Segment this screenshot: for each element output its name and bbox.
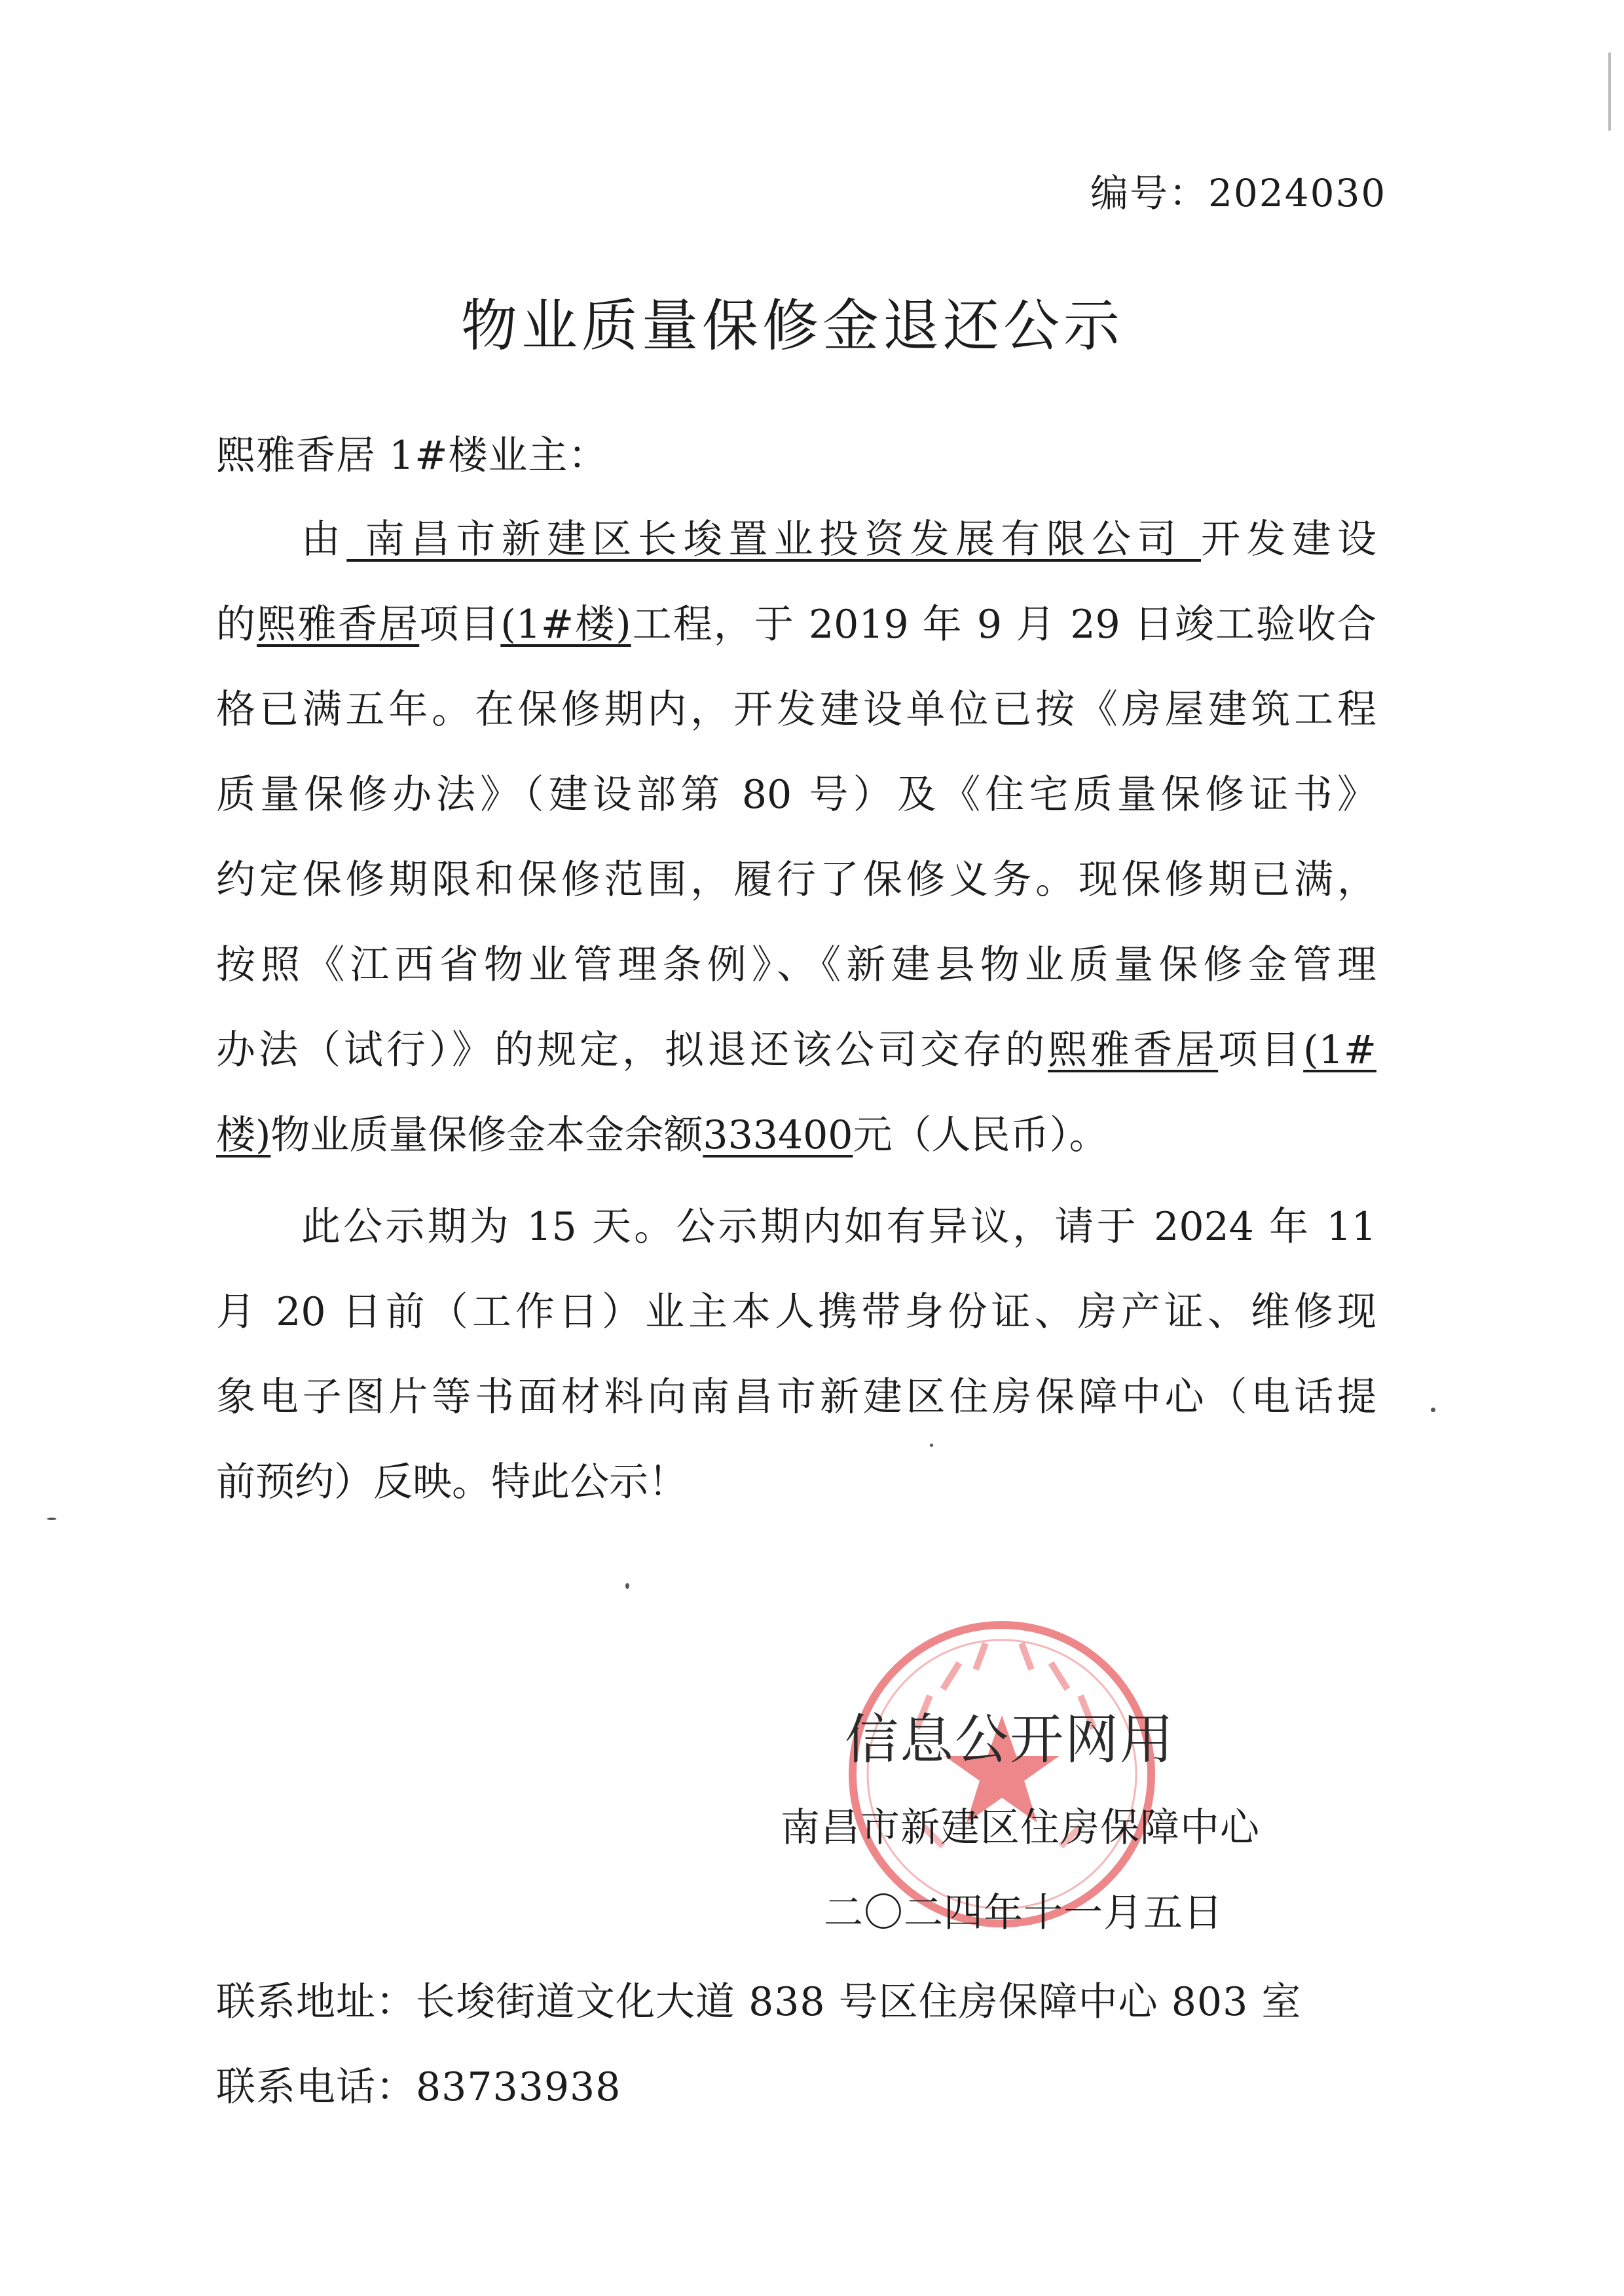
building-number: (1#楼) [500,602,631,647]
issuing-organization: 南昌市新建区住房保障中心 [781,1805,1260,1851]
paragraph-1-line-3: 格已满五年。在保修期内，开发建设单位已按《房屋建筑工程 [216,687,1376,733]
contact-address: 联系地址：长埈街道文化大道 838 号区住房保障中心 803 室 [216,1979,1302,2025]
building-number-2b: 楼) [216,1112,271,1158]
scan-speck [930,1444,933,1447]
paragraph-1-line-8: 楼)物业质量保修金本金余额333400元（人民币）。 [216,1112,1109,1158]
paragraph-1-line-1: 由 南昌市新建区长埈置业投资发展有限公司 开发建设 [301,517,1376,562]
scan-speck [1431,1408,1435,1412]
paragraph-1-line-4: 质量保修办法》（建设部第 80 号）及《住宅质量保修证书》 [216,772,1376,818]
paragraph-2-line-3: 象电子图片等书面材料向南昌市新建区住房保障中心（电话提 [216,1374,1376,1420]
project-name: 熙雅香居 [257,602,420,647]
scan-speck [47,1518,56,1520]
project-name-2: 熙雅香居 [1048,1027,1219,1073]
scan-speck [625,1583,629,1589]
developer-name: 南昌市新建区长埈置业投资发展有限公司 [346,517,1202,562]
paragraph-2-line-2: 月 20 日前（工作日）业主本人携带身份证、房产证、维修现 [216,1289,1376,1335]
scan-edge-mark [1608,52,1611,131]
contact-phone: 联系电话：83733938 [216,2064,621,2110]
paragraph-2-line-4: 前预约）反映。特此公示！ [216,1459,688,1505]
paragraph-1-line-6: 按照《江西省物业管理条例》、《新建县物业质量保修金管理 [216,942,1376,988]
seal-caption: 信息公开网用 [845,1709,1175,1771]
document-number: 编号：2024030 [1090,171,1387,215]
paragraph-1-line-5: 约定保修期限和保修范围，履行了保修义务。现保修期已满， [216,857,1376,903]
paragraph-1-line-7: 办法（试行）》的规定，拟退还该公司交存的熙雅香居项目(1# [216,1027,1377,1073]
issue-date: 二〇二四年十一月五日 [824,1890,1223,1936]
building-number-2a: (1# [1303,1027,1377,1073]
greeting: 熙雅香居 1#楼业主： [216,433,608,479]
paragraph-2-line-1: 此公示期为 15 天。公示期内如有异议，请于 2024 年 11 [301,1204,1376,1250]
document-title: 物业质量保修金退还公示 [461,293,1124,359]
refund-amount: 333400 [703,1112,853,1158]
paragraph-1-line-2: 的熙雅香居项目(1#楼)工程，于 2019 年 9 月 29 日竣工验收合 [216,602,1377,647]
